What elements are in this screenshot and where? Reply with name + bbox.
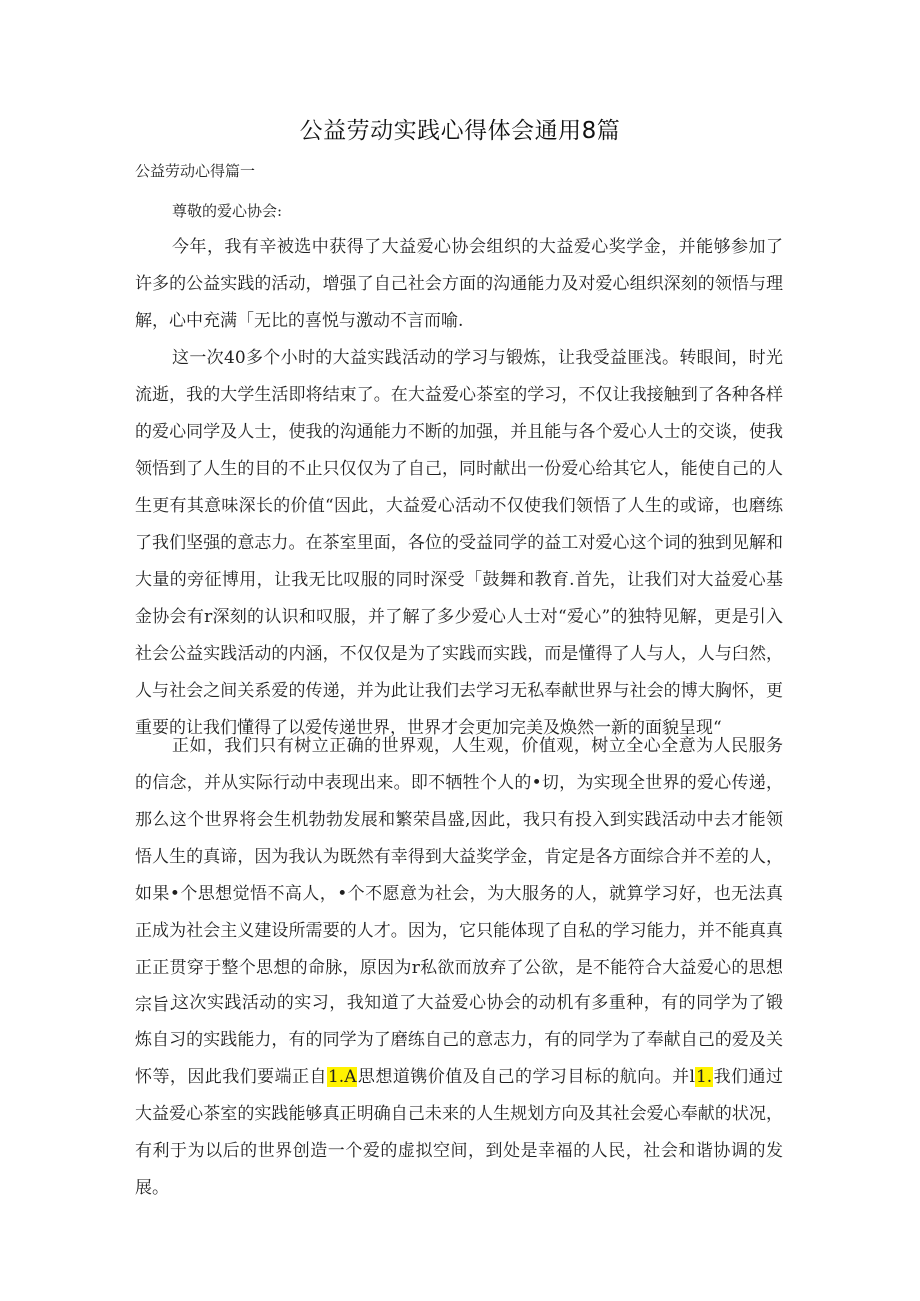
salutation: 尊敬的爱心协会: — [172, 202, 283, 220]
paragraph-3: 正如，我们只有树立正确的世界观，人生观，价值观，树立全心全意为人民服务的信念，并从实际行动中表现出来。即不牺牲个人的•切，为实现全世界的爱心传递，那么这个世界将会生机勃勃发展和繁荣昌盛,因此，我只有投入到实践活动中去才能领悟人生的真谛，因为我认为既然有幸得到大益奖学金，肯定是各方面综合并不差的人，如果•个思想觉悟不高人，•个不愿意为社会，为大服务的人，就算学习好，也无法真正成为社会主义建设所需要的人才。因为，它只能体现了自私的学习能力，并不能真真正正贯穿于整个思想的命脉，原因为r私欲而放弃了公欲，是不能符合大益爱心的思想宗旨. — [135, 736, 783, 1015]
paragraph-1: 今年，我有辛被选中获得了大益爱心协会组织的大益爱心奖学金，并能够参加了许多的公益实践的活动，增强了自己社会方面的沟通能力及对爱心组织深刻的领悟与理解，心中充满「无比的喜悦与激动不言而喻. — [135, 237, 783, 331]
document-title: 公益劳动实践心得体会通用8篇 — [299, 118, 621, 144]
highlighted-text-2: 1. — [695, 1067, 713, 1087]
section-heading: 公益劳动心得篇一 — [135, 162, 256, 180]
highlighted-text-1: 1.A — [327, 1067, 357, 1087]
paragraph-4-text-c: 我们通过大益爱心茶室的实践能够真正明确自己未来的人生规划方向及其社会爱心奉献的状况，有利于为以后的世界创造一个爱的虚拟空间，到处是幸福的人民，社会和谐协调的发展。 — [135, 1067, 784, 1198]
paragraph-4-text-a: 这次实践活动的实习，我知道了大益爱心协会的动机有多重种，有的同学为了锻炼自习的实践能力，有的同学为了磨练自己的意志力，有的同学为了奉献自己的爱及关怀等，因此我们要端正自 — [135, 993, 783, 1087]
paragraph-2: 这一次40多个小时的大益实践活动的学习与锻炼，让我受益匪浅。转眼间，时光流逝，我的大学生活即将结束了。在大益爱心茶室的学习，不仅让我接触到了各种各样的爱心同学及人士，使我的沟通能力不断的加强，并且能与各个爱心人士的交谈，使我领悟到了人生的目的不止只仅仅为了自己，同时献出一份爱心给其它人，能使自己的人生更有其意味深长的价值“因此，大益爱心活动不仅使我们领悟了人生的或谛，也磨练了我们坚强的意志力。在茶室里面，各位的受益同学的益工对爱心这个词的独到见解和大量的旁征博用，让我无比叹服的同时深受「鼓舞和教育.首先，让我们对大益爱心基金协会有r深刻的认识和叹服，并了解了多少爱心人士对“爱心”的独特见解，更是引入社会公益实践活动的内涵，不仅仅是为了实践而实践，而是懂得了人与人，人与臼然，人与社会之间关系爱的传递，并为此让我们去学习无私奉献世界与社会的博大胸怀，更重要的让我们懂得了以爱传递世界，世界才会更加完美及焕然一新的面貌呈现“ — [135, 348, 783, 738]
paragraph-4-text-b: 思想道镌价值及自己的学习目标的航向。并l — [357, 1067, 695, 1087]
paragraph-4 — [135, 985, 783, 1207]
